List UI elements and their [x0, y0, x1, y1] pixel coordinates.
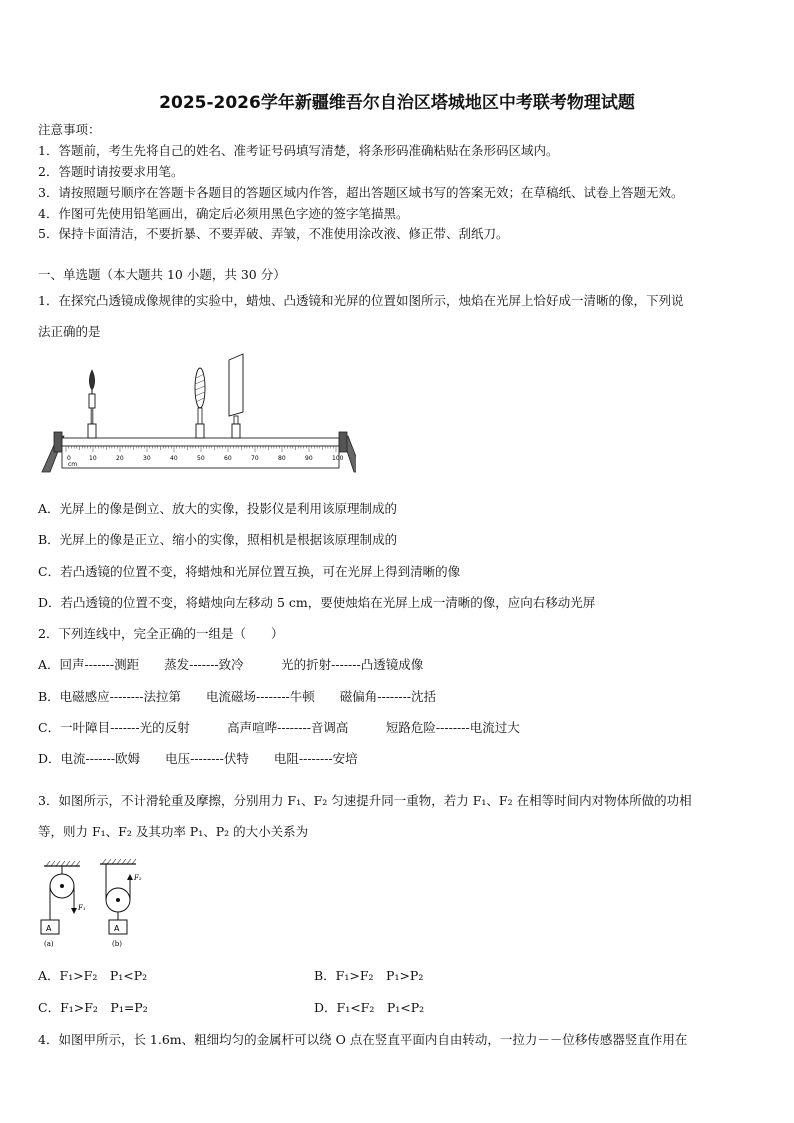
bench-right-post [339, 432, 347, 452]
candle [88, 370, 96, 438]
optical-bench-figure [36, 350, 356, 478]
light-screen [229, 354, 243, 438]
bench-rail [62, 438, 339, 446]
question-1-stem: 1．在探究凸透镜成像规律的实验中，蜡烛、凸透镜和光屏的位置如图所示，烛焰在光屏上恰好成一清晰的像，下列说 [38, 293, 684, 308]
question-2-option-c: C．一叶障目-------光的反射 高声喧哗--------音调高 短路危险--------电流过大 [38, 720, 520, 735]
pulley-figure [38, 858, 168, 954]
f2-label: F₂ [134, 874, 142, 882]
ruler-tick-label: 0 [67, 455, 71, 462]
notice-item: 4．作图可先使用铅笔画出，确定后必须用黑色字迹的签字笔描黑。 [38, 206, 409, 221]
ruler-tick-label: 60 [224, 455, 232, 462]
ruler-tick-label: 80 [278, 455, 286, 462]
notice-item: 3．请按照题号顺序在答题卡各题目的答题区域内作答，超出答题区域书写的答案无效；在草稿纸、试卷上答题无效。 [38, 185, 684, 200]
ruler-unit-label: cm [68, 461, 78, 468]
question-1-option-b: B．光屏上的像是正立、缩小的实像，照相机是根据该原理制成的 [38, 532, 398, 547]
question-2-option-a: A．回声-------测距 蒸发-------致冷 光的折射-------凸透镜成像 [38, 657, 424, 672]
notice-item: 1．答题前，考生先将自己的姓名、准考证号码填写清楚，将条形码准确粘贴在条形码区域内。 [38, 143, 559, 158]
question-1-stem-cont: 法正确的是 [38, 324, 101, 339]
question-2-stem: 2．下列连线中，完全正确的一组是（ ） [38, 626, 284, 641]
question-1-option-a: A．光屏上的像是倒立、放大的实像，投影仪是利用该原理制成的 [38, 501, 398, 516]
fig-a-caption: (a) [44, 940, 54, 948]
question-3-option-c: C．F₁>F₂ P₁=P₂ [38, 1000, 148, 1015]
fig-b-caption: (b) [112, 940, 122, 948]
ruler-tick-label: 90 [305, 455, 313, 462]
bench-left-post [54, 432, 62, 452]
notice-item: 5．保持卡面清洁，不要折暴、不要弄破、弄皱，不准使用涂改液、修正带、刮纸刀。 [38, 226, 509, 241]
section-heading: 一、单选题（本大题共 10 小题，共 30 分） [38, 267, 286, 282]
notice-item: 2．答题时请按要求用笔。 [38, 164, 184, 179]
ruler-tick-label: 10 [89, 455, 97, 462]
ruler-tick-label: 50 [197, 455, 205, 462]
question-2-option-d: D．电流-------欧姆 电压--------伏特 电阻--------安培 [38, 751, 358, 766]
question-3-stem-cont: 等，则力 F₁、F₂ 及其功率 P₁、P₂ 的大小关系为 [38, 824, 309, 839]
question-4-stem: 4．如图甲所示，长 1.6m、粗细均匀的金属杆可以绕 O 点在竖直平面内自由转动，一拉力－－位移传感器竖直作用在 [38, 1032, 688, 1047]
f1-label: F₁ [78, 904, 86, 912]
convex-lens [195, 368, 205, 438]
ruler-tick-label: 30 [143, 455, 151, 462]
block-a-label: A [46, 924, 52, 933]
exam-title: 2025-2026学年新疆维吾尔自治区塔城地区中考联考物理试题 [159, 93, 635, 113]
ruler-tick-label: 70 [251, 455, 259, 462]
ruler-tick-label: 100 [332, 455, 344, 462]
question-3-option-a: A．F₁>F₂ P₁<P₂ [38, 968, 148, 983]
notice-heading: 注意事项： [38, 122, 101, 137]
ruler-tick-label: 40 [170, 455, 178, 462]
question-3-option-d: D．F₁<F₂ P₁<P₂ [314, 1000, 425, 1015]
question-1-option-c: C．若凸透镜的位置不变，将蜡烛和光屏位置互换，可在光屏上得到清晰的像 [38, 564, 461, 579]
block-b-label: A [114, 924, 120, 933]
question-3-option-b: B．F₁>F₂ P₁>P₂ [314, 968, 424, 983]
question-2-option-b: B．电磁感应--------法拉第 电流磁场--------牛顿 磁偏角--------沈括 [38, 689, 437, 704]
question-3-stem: 3．如图所示，不计滑轮重及摩擦，分别用力 F₁、F₂ 匀速提升同一重物，若力 F₁、F₂ 在相等时间内对物体所做的功相 [38, 793, 692, 808]
question-1-option-d: D．若凸透镜的位置不变，将蜡烛向左移动 5 cm，要使烛焰在光屏上成一清晰的像，应向右移动光屏 [38, 595, 596, 610]
ruler-tick-label: 20 [116, 455, 124, 462]
